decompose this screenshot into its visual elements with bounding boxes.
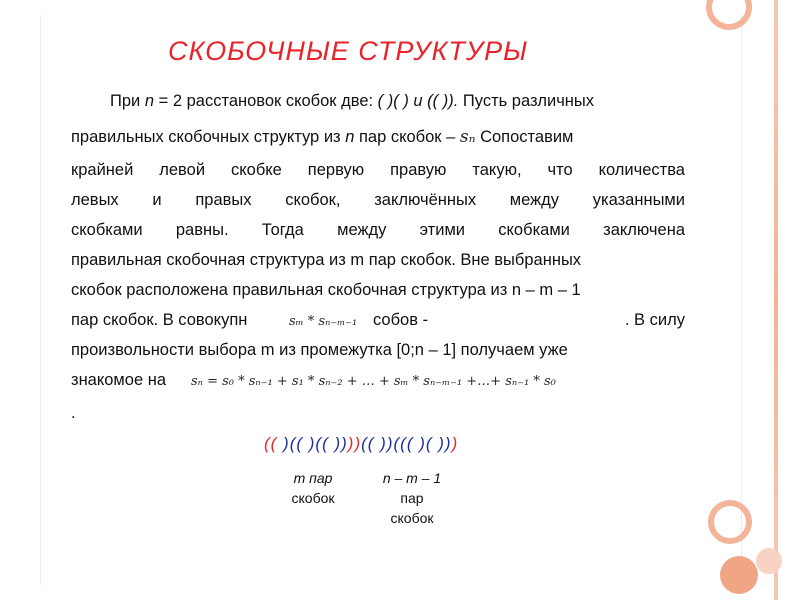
decorative-dot-small	[756, 548, 782, 574]
text-line-4: левых и правых скобок, заключённых между указанными	[71, 191, 685, 209]
text-line-5: скобками равны. Тогда между этими скобками заключена	[71, 221, 685, 239]
text-line-10: знакомое на sₙ = s₀ * sₙ₋₁ + s₁ * sₙ₋₂ + … + sₘ * sₙ₋ₘ₋₁ +…+ sₙ₋₁ * s₀	[71, 369, 685, 391]
decorative-dot-large	[720, 556, 758, 594]
decorative-ring-bottom	[708, 500, 752, 544]
label-n-m-1-pairs: n – m – 1 пар скобок	[382, 470, 442, 526]
bracket-structure: (( )(( )(( ))))(( ))((( )( )))	[264, 434, 459, 453]
text-line-2: правильных скобочных структур из n пар скобок – sₙ Сопоставим	[71, 127, 574, 147]
label-m-pairs: m пар скобок	[291, 470, 335, 506]
text-line-9: произвольности выбора m из промежутка [0;n – 1] получаем уже	[71, 341, 568, 359]
text-line-6: правильная скобочная структура из m пар скобок. Вне выбранных	[71, 251, 582, 269]
text-line-3: крайней левой скобке первую правую такую, что количества	[71, 161, 685, 179]
formula-recurrence: sₙ = s₀ * sₙ₋₁ + s₁ * sₙ₋₂ + … + sₘ * sₙ₋ₘ₋₁ +…+ sₙ₋₁ * s₀	[191, 374, 556, 389]
decorative-bar	[774, 0, 778, 600]
slide-title: СКОБОЧНЫЕ СТРУКТУРЫ	[168, 36, 529, 66]
text-line-11: .	[71, 404, 76, 422]
text-line-1: При n = 2 расстановок скобок две: ( )( ) и (( )). Пусть различных	[110, 92, 595, 110]
text-line-8: пар скобок. В совокупн sₘ * sₙ₋ₘ₋₁ собов - . В силу	[71, 309, 685, 331]
formula-sm-snm1: sₘ * sₙ₋ₘ₋₁	[289, 314, 358, 329]
text-line-7: скобок расположена правильная скобочная структура из n – m – 1	[71, 281, 581, 299]
